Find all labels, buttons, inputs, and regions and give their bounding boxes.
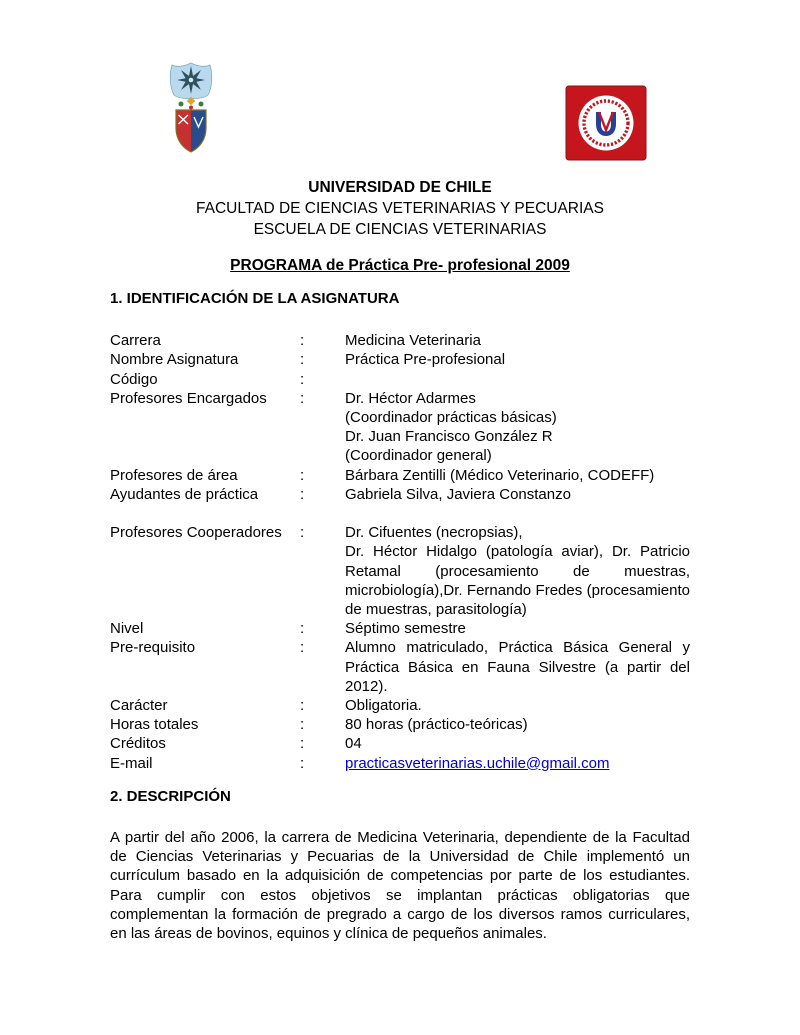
field-label: Ayudantes de práctica: [110, 485, 259, 503]
field-colon: :: [300, 716, 305, 734]
field-row-profesores-de-area: [110, 466, 690, 485]
field-row-codigo: [110, 370, 690, 389]
field-value: Medicina Veterinaria: [345, 332, 481, 350]
veterinary-seal-logo: [565, 85, 647, 166]
field-row-ayudantes: [110, 485, 690, 504]
field-colon: :: [300, 466, 305, 484]
document-header: [110, 177, 690, 240]
field-value: [345, 389, 690, 466]
field-colon: :: [300, 389, 305, 407]
field-label: Código: [110, 370, 158, 388]
field-row-email: [110, 754, 690, 773]
field-label: Nivel: [110, 620, 144, 638]
school-name: ESCUELA DE CIENCIAS VETERINARIAS: [253, 221, 547, 238]
field-value-line: (Coordinador general): [345, 447, 492, 465]
field-label: E-mail: [110, 754, 153, 772]
field-label: Profesores Cooperadores: [110, 524, 282, 542]
section-1-heading: 1. IDENTIFICACIÓN DE LA ASIGNATURA: [110, 290, 400, 307]
field-label: Profesores de área: [110, 466, 238, 484]
field-row-pre-requisito: [110, 638, 690, 696]
field-value-line: Dr. Juan Francisco González R: [345, 428, 553, 446]
field-row-nombre-asignatura: [110, 350, 690, 369]
field-colon: :: [300, 524, 305, 542]
uchile-crest-graphic: [168, 62, 214, 155]
field-row-caracter: [110, 696, 690, 715]
uchile-logo: [168, 62, 214, 160]
field-value: [345, 370, 690, 389]
field-colon: :: [300, 639, 305, 657]
field-colon: :: [300, 485, 305, 503]
field-value: [345, 754, 690, 773]
identification-table: [110, 331, 690, 773]
faculty-name: FACULTAD DE CIENCIAS VETERINARIAS Y PECUARIAS: [196, 200, 604, 217]
field-label: Nombre Asignatura: [110, 351, 239, 369]
field-value-wrapped: Dr. Héctor Hidalgo (patología aviar), Dr. Patricio Retamal (procesamiento de muestras, microbiología),Dr. Fernando Fredes (procesamiento de muestras, parasitología): [345, 543, 690, 619]
field-value-line: (Coordinador prácticas básicas): [345, 409, 557, 427]
field-colon: :: [300, 332, 305, 350]
field-value: Bárbara Zentilli (Médico Veterinario, CODEFF): [345, 466, 655, 484]
field-row-carrera: [110, 331, 690, 350]
veterinary-seal-graphic: [565, 85, 647, 161]
field-label: Carrera: [110, 332, 161, 350]
field-row-creditos: [110, 734, 690, 753]
field-value: 80 horas (práctico-teóricas): [345, 716, 528, 734]
field-row-profesores-cooperadores: [110, 523, 690, 619]
field-value: 04: [345, 735, 362, 753]
field-label: Carácter: [110, 697, 168, 715]
field-value-line: Dr. Cifuentes (necropsias),: [345, 524, 523, 542]
field-colon: :: [300, 620, 305, 638]
field-value: Práctica Pre-profesional: [345, 351, 506, 369]
field-label: Profesores Encargados: [110, 389, 267, 407]
field-value: Gabriela Silva, Javiera Constanzo: [345, 485, 571, 503]
field-colon: :: [300, 351, 305, 369]
field-label: Horas totales: [110, 716, 199, 734]
field-row-nivel: [110, 619, 690, 638]
field-row-profesores-encargados: [110, 389, 690, 466]
university-name: UNIVERSIDAD DE CHILE: [308, 179, 492, 196]
program-title: PROGRAMA de Práctica Pre- profesional 2009: [230, 257, 570, 274]
field-row-horas-totales: [110, 715, 690, 734]
field-value-line: Dr. Héctor Adarmes: [345, 389, 476, 407]
field-colon: :: [300, 754, 305, 772]
email-link[interactable]: practicasveterinarias.uchile@gmail.com: [345, 754, 610, 772]
field-value: Alumno matriculado, Práctica Básica General y Práctica Básica en Fauna Silvestre (a partir del 2012).: [345, 639, 690, 695]
section-2-heading: 2. DESCRIPCIÓN: [110, 787, 231, 805]
field-colon: :: [300, 370, 305, 388]
field-label: Pre-requisito: [110, 639, 196, 657]
field-colon: :: [300, 735, 305, 753]
field-label: Créditos: [110, 735, 166, 753]
field-value: [345, 523, 690, 619]
field-colon: :: [300, 697, 305, 715]
description-paragraph: A partir del año 2006, la carrera de Medicina Veterinaria, dependiente de la Facultad de Ciencias Veterinarias y Pecuarias de la Universidad de Chile implementó un currículum basado en la adquisición de competencias por parte de los estudiantes. Para cumplir con estos objetivos se implantan prácticas obligatorias que complementan la formación de pregrado a cargo de los diversos ramos curriculares, en las áreas de bovinos, equinos y clínica de pequeños animales.: [110, 829, 690, 943]
field-value: Séptimo semestre: [345, 620, 466, 638]
field-value: Obligatoria.: [345, 697, 422, 715]
